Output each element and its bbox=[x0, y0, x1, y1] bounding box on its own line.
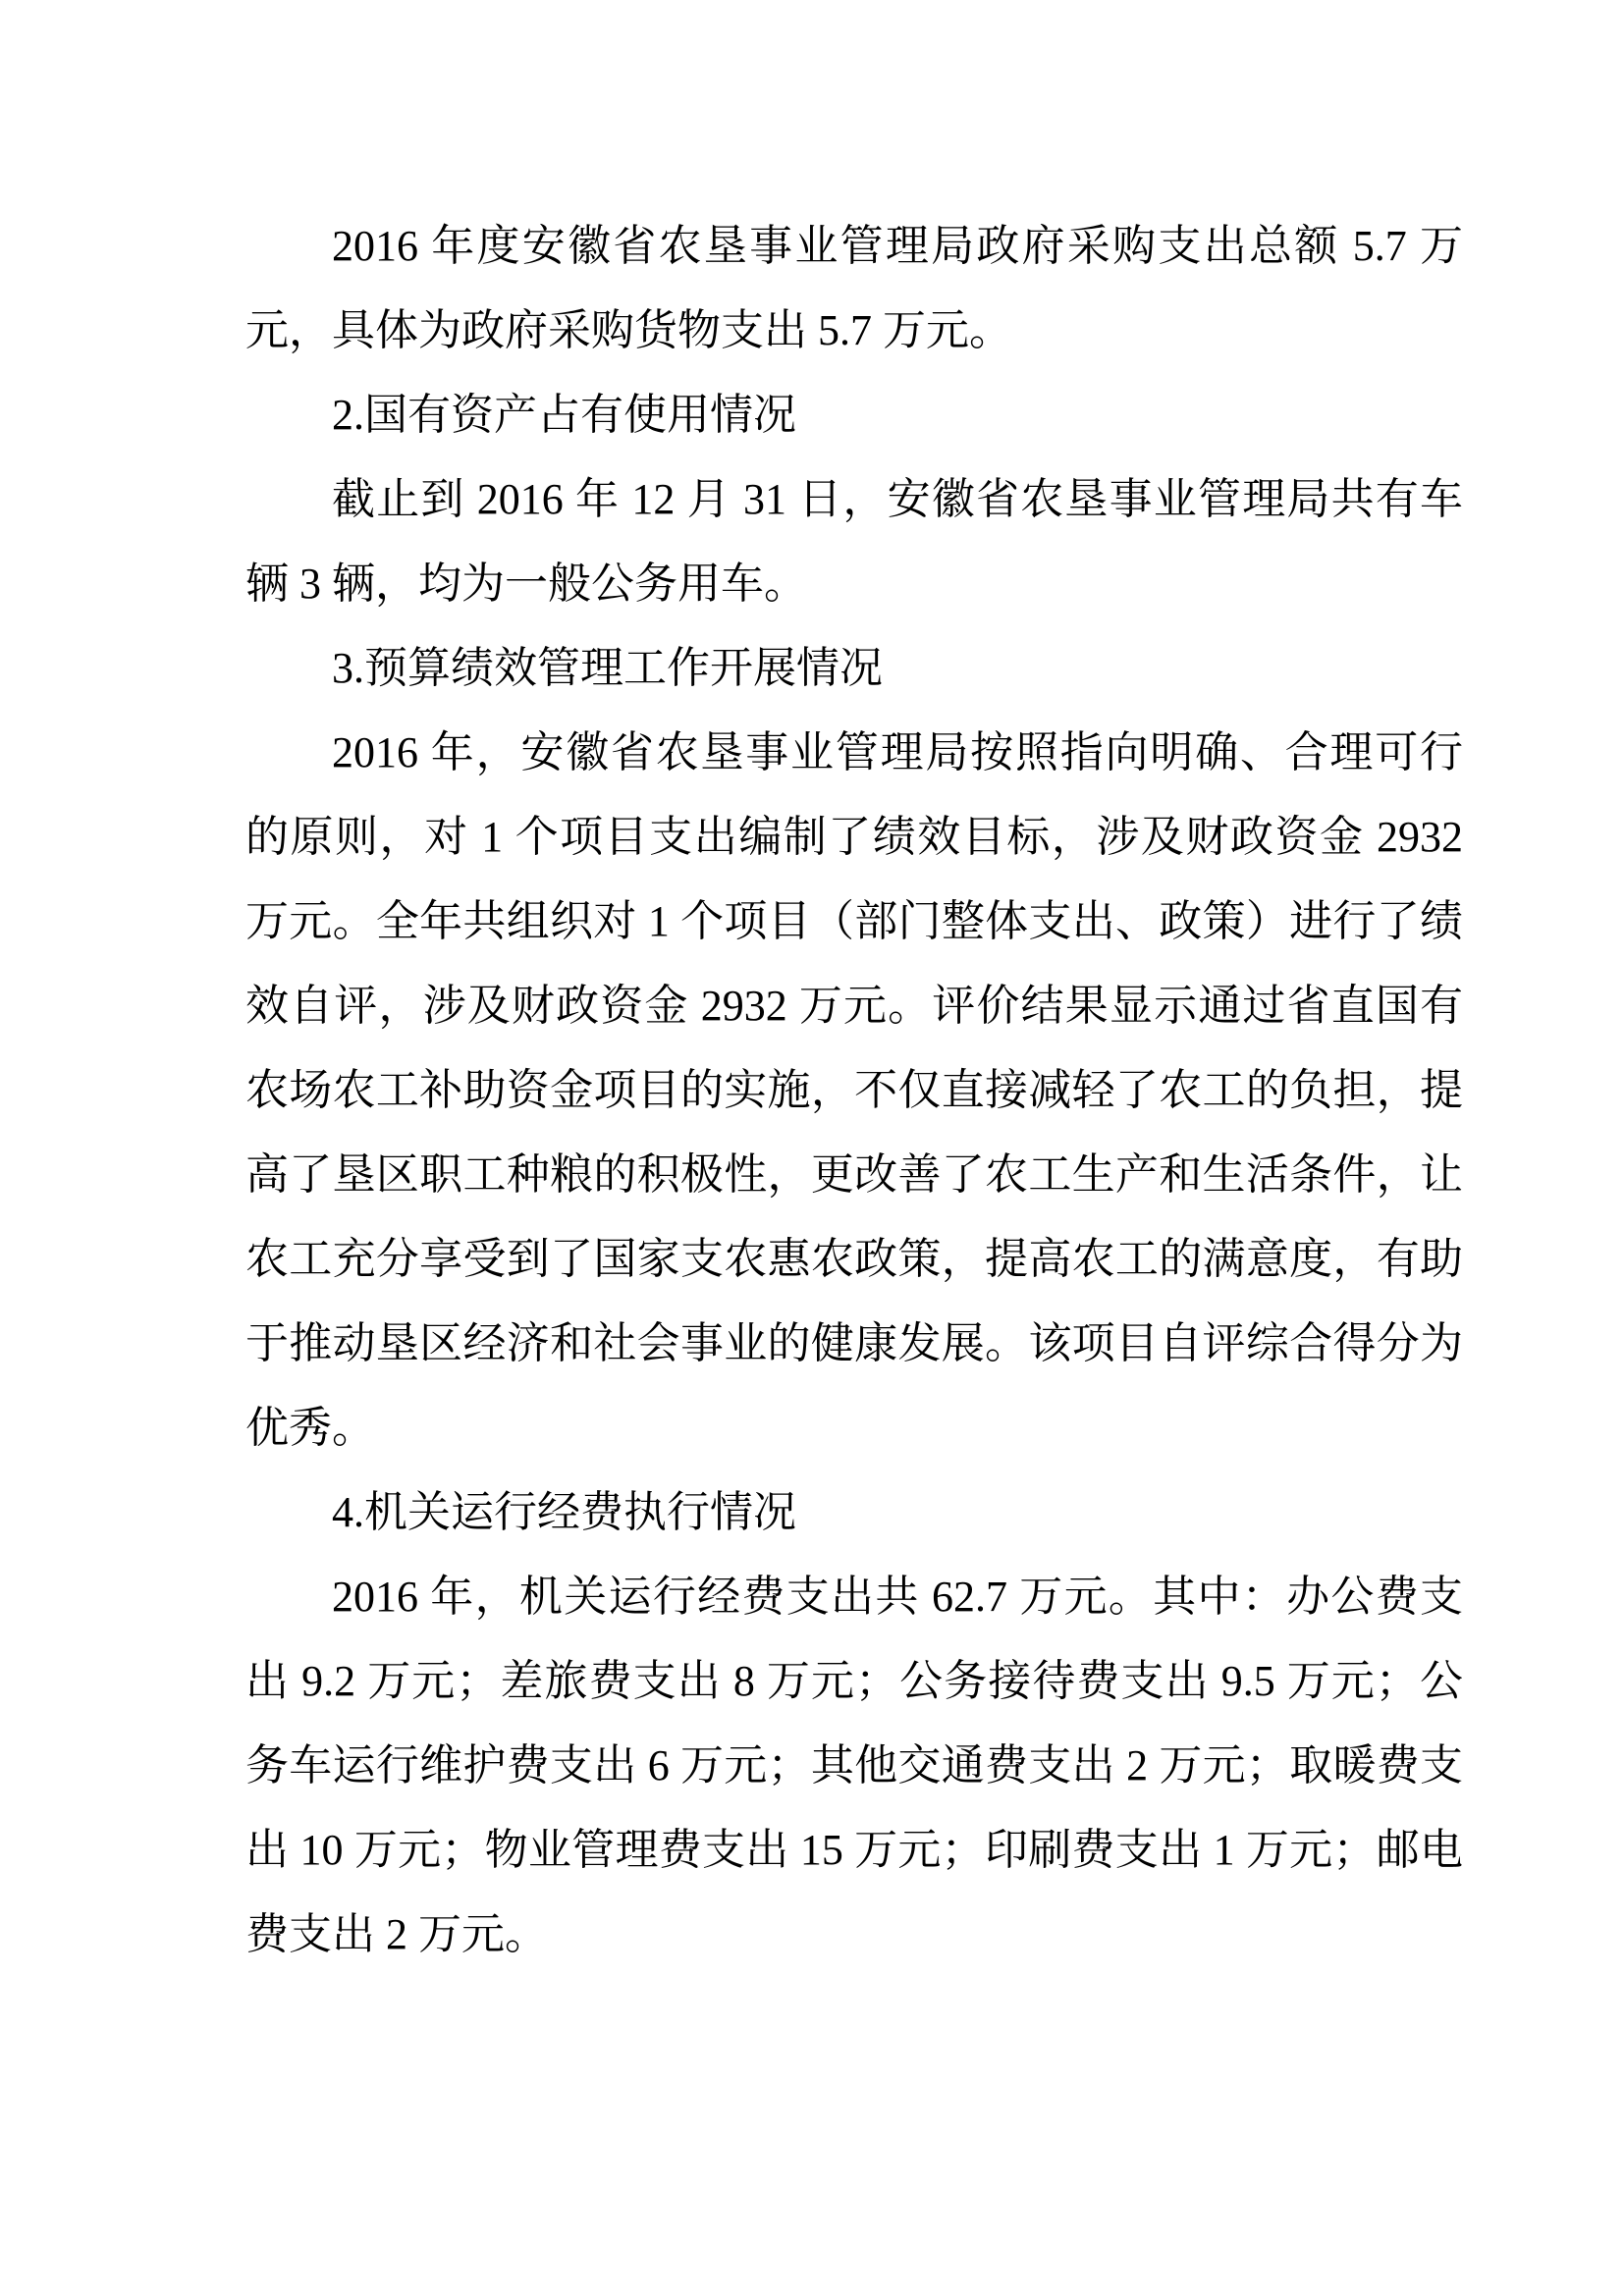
paragraph-performance-evaluation: 2016 年，安徽省农垦事业管理局按照指向明确、合理可行的原则，对 1 个项目支出编制了绩效目标，涉及财政资金 2932 万元。全年共组织对 1 个项目（部门整体支出、政策）进行了绩效自评，涉及财政资金 2932 万元。评价结果显示通过省直国有农场农工补助资金项目的实施，不仅直接减轻了农工的负担，提高了垦区职工种粮的积极性，更改善了农工生产和生活条件，让农工充分享受到了国家支农惠农政策，提高农工的满意度，有助于推动垦区经济和社会事业的健康发展。该项目自评综合得分为优秀。 bbox=[245, 728, 1463, 1452]
heading-agency-operating-expenses: 4.机关运行经费执行情况 bbox=[332, 1488, 796, 1536]
heading-budget-performance-management: 3.预算绩效管理工作开展情况 bbox=[332, 644, 883, 692]
paragraph-government-procurement: 2016 年度安徽省农垦事业管理局政府采购支出总额 5.7 万元，具体为政府采购货物支出 5.7 万元。 bbox=[245, 222, 1463, 354]
paragraph-operating-expense-breakdown: 2016 年，机关运行经费支出共 62.7 万元。其中：办公费支出 9.2 万元；差旅费支出 8 万元；公务接待费支出 9.5 万元；公务车运行维护费支出 6 万元；其他交通费支出 2 万元；取暖费支出 10 万元；物业管理费支出 15 万元；印刷费支出 1 万元；邮电费支出 2 万元。 bbox=[245, 1573, 1463, 1958]
document-text-block bbox=[245, 204, 1463, 1977]
heading-state-assets-usage: 2.国有资产占有使用情况 bbox=[332, 391, 796, 439]
paragraph-vehicles: 截止到 2016 年 12 月 31 日，安徽省农垦事业管理局共有车辆 3 辆，均为一般公务用车。 bbox=[245, 475, 1463, 608]
